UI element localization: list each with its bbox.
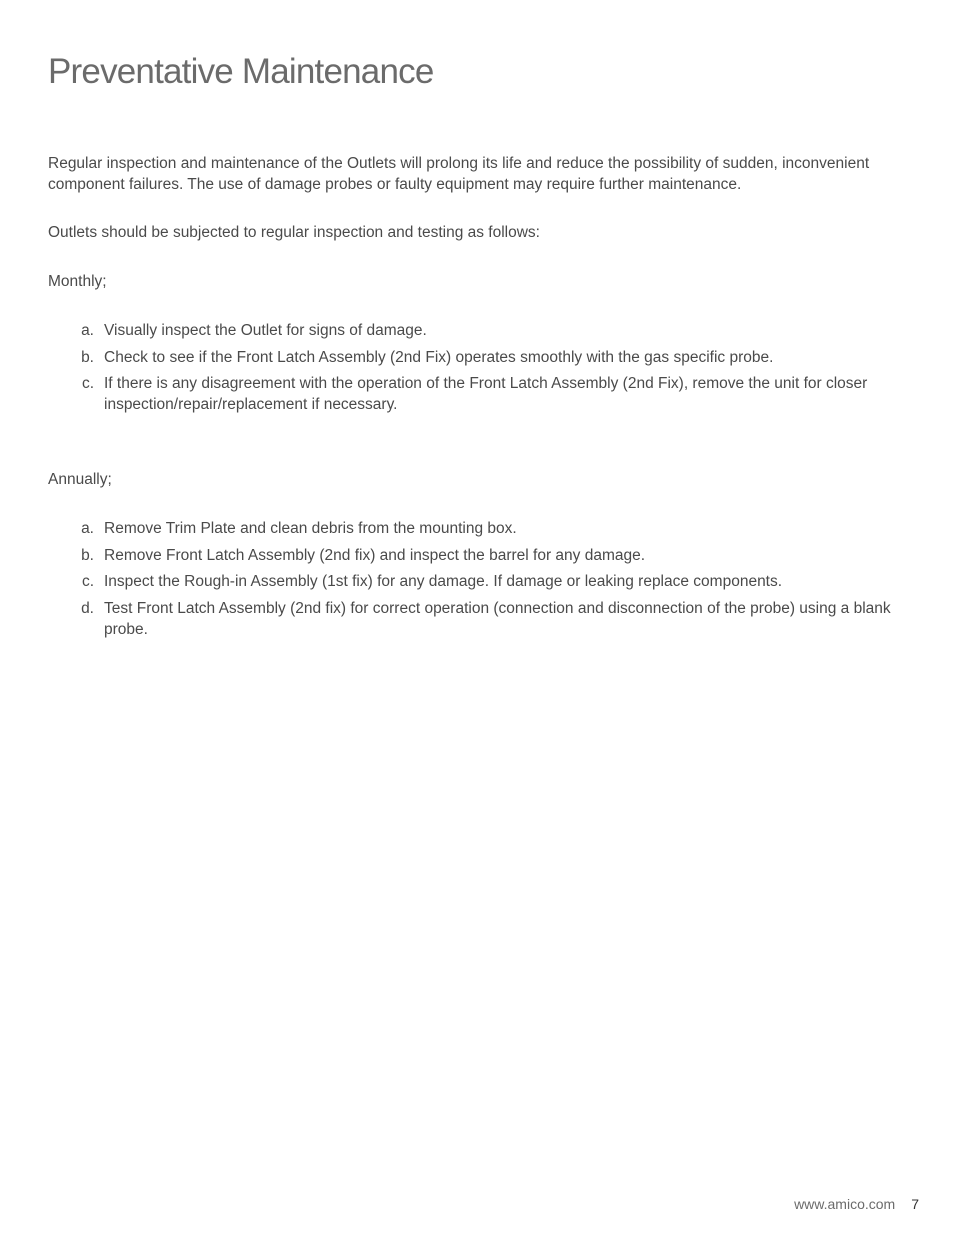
list-marker: b. — [81, 546, 94, 564]
list-marker: b. — [81, 348, 94, 366]
list-marker: a. — [81, 322, 94, 339]
list-item-text: If there is any disagreement with the operation of the Front Latch Assembly (2nd Fix), remove the unit for closer inspection/repair/replacement if necessary. — [104, 375, 868, 413]
list-item — [48, 347, 908, 368]
list-marker: a. — [81, 520, 94, 537]
intro-paragraph: Regular inspection and maintenance of the Outlets will prolong its life and reduce the possibility of sudden, inconvenient component failures. The use of damage probes or faulty equipment may require further maintenance. — [48, 155, 870, 193]
page-number: 7 — [911, 1196, 919, 1212]
annually-heading: Annually; — [48, 471, 112, 488]
page-footer — [794, 1196, 919, 1212]
list-item-text: Visually inspect the Outlet for signs of damage. — [104, 322, 427, 339]
list-item — [48, 320, 908, 341]
monthly-list — [48, 320, 908, 421]
list-item-text: Remove Trim Plate and clean debris from the mounting box. — [104, 520, 517, 537]
list-item-text: Check to see if the Front Latch Assembly (2nd Fix) operates smoothly with the gas specific probe. — [104, 348, 774, 366]
list-item-text: Inspect the Rough-in Assembly (1st fix) for any damage. If damage or leaking replace components. — [104, 573, 783, 590]
list-item — [48, 545, 908, 566]
page-title: Preventative Maintenance — [48, 52, 434, 91]
list-item-text: Remove Front Latch Assembly (2nd fix) and inspect the barrel for any damage. — [104, 546, 646, 564]
list-item — [48, 571, 908, 592]
list-item — [48, 518, 908, 539]
footer-website: www.amico.com — [794, 1196, 896, 1212]
list-marker: c. — [81, 375, 94, 392]
list-item-text: Test Front Latch Assembly (2nd fix) for correct operation (connection and disconnection of the probe) using a blank probe. — [104, 599, 891, 638]
list-marker: c. — [81, 573, 94, 590]
list-item — [48, 598, 908, 640]
list-item — [48, 373, 908, 415]
list-marker: d. — [81, 599, 94, 617]
monthly-heading: Monthly; — [48, 273, 107, 290]
schedule-intro: Outlets should be subjected to regular inspection and testing as follows: — [48, 224, 540, 241]
annually-list — [48, 518, 908, 645]
